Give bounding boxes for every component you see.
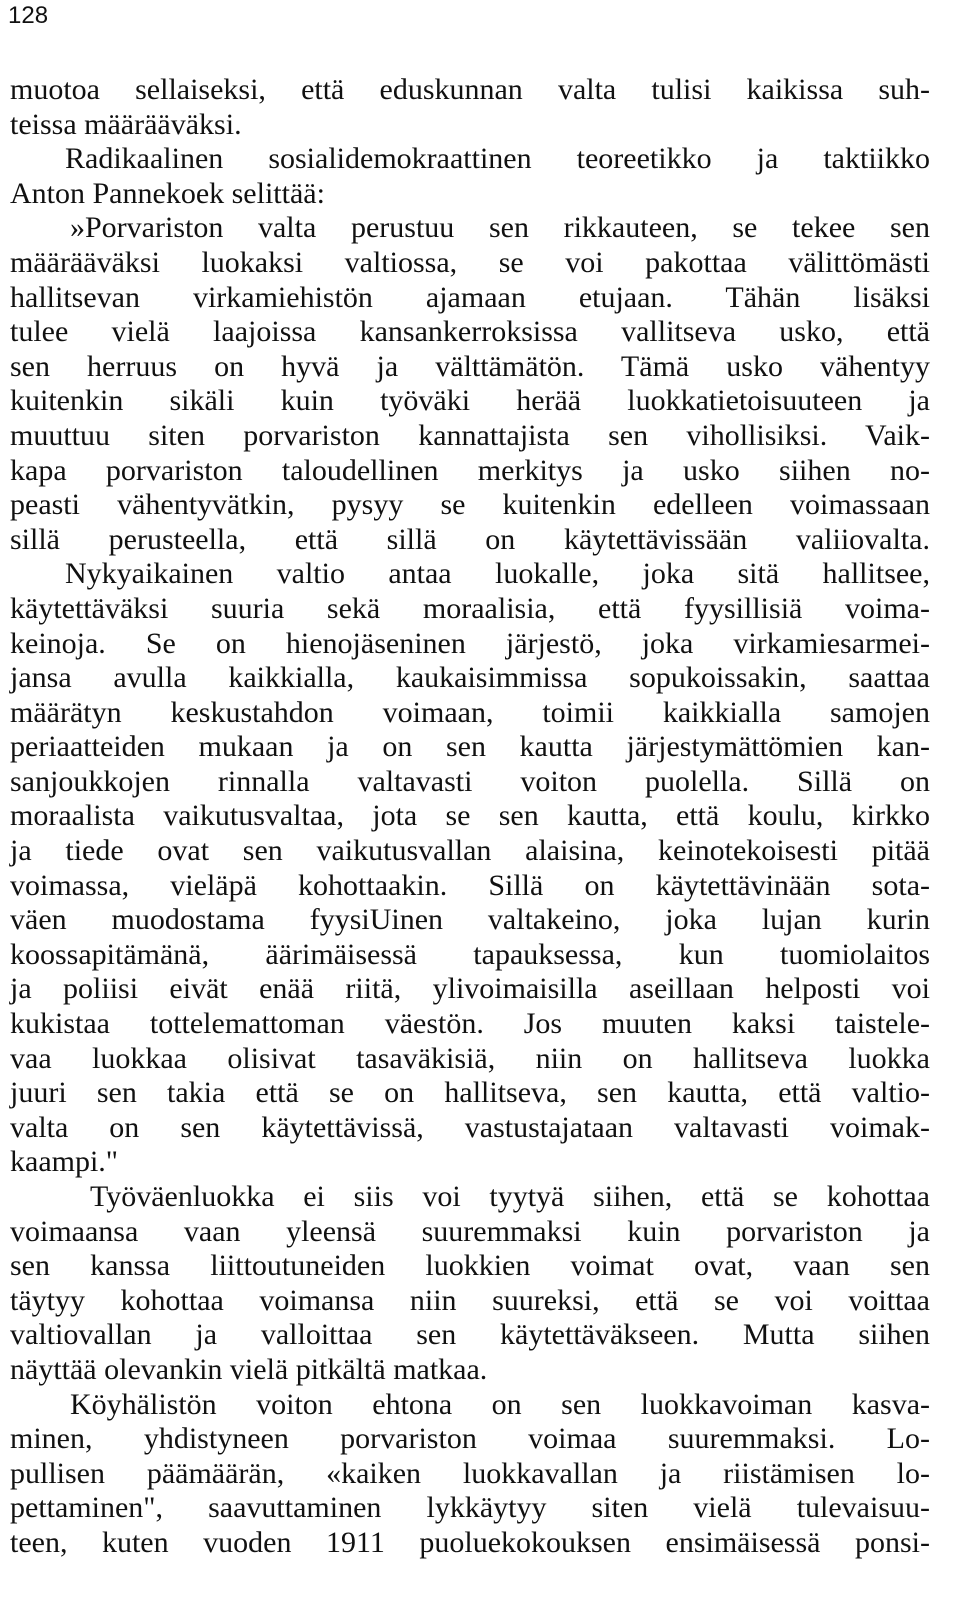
text-line: teen, kuten vuoden 1911 puoluekokouksen ensimäisessä ponsi- [10,1525,930,1559]
text-line: teissa määrääväksi. [10,107,242,141]
text-line: väen muodostama fyysiUinen valtakeino, joka lujan kurin [10,903,930,937]
text-line: Työväenluokka ei siis voi tyytyä siihen, että se kohottaa [90,1180,930,1213]
text-line: Anton Pannekoek selittää: [10,176,325,210]
text-line: voimaansa vaan yleensä suuremmaksi kuin porvariston ja [10,1214,930,1248]
text-line: koossapitämänä, äärimäisessä tapauksessa, kun tuomiolaitos [10,937,930,971]
text-line: ja poliisi eivät enää riitä, ylivoimaisilla aseillaan helposti voi [10,972,930,1006]
text-line: Köyhälistön voiton ehtona on sen luokkavoiman kasva- [70,1387,930,1421]
text-line: täytyy kohottaa voimansa niin suureksi, että se voi voittaa [10,1283,930,1317]
text-line: juuri sen takia että se on hallitseva, sen kautta, että valtio- [10,1076,930,1110]
text-line: keinoja. Se on hienojäseninen järjestö, joka virkamiesarmei- [10,626,930,660]
text-line: Nykyaikainen valtio antaa luokalle, joka sitä hallitsee, [65,557,930,591]
text-line: pettaminen", saavuttaminen lykkäytyy siten vielä tulevaisuu- [10,1491,930,1525]
text-line: vaa luokkaa olisivat tasaväkisiä, niin on hallitseva luokka [10,1041,930,1075]
text-line: periaatteiden mukaan ja on sen kautta järjestymättömien kan- [10,730,930,764]
text-line: ja tiede ovat sen vaikutusvallan alaisina, keinotekoisesti pitää [10,834,930,868]
text-line: pullisen päämäärän, «kaiken luokkavallan ja riistämisen lo- [10,1456,930,1490]
text-line: käytettäväksi suuria sekä moraalisia, että fyysillisiä voima- [10,591,930,625]
text-line: sillä perusteella, että sillä on käytettävissään valiiovalta. [10,522,930,556]
text-line: hallitsevan virkamiehistön ajamaan etujaan. Tähän lisäksi [10,280,930,314]
text-line: muotoa sellaiseksi, että eduskunnan valta tulisi kaikissa suh- [10,73,930,106]
text-line: kaampi." [10,1145,119,1179]
text-line: moraalista vaikutusvaltaa, jota se sen kautta, että koulu, kirkko [10,799,930,833]
text-line: muuttuu siten porvariston kannattajista sen vihollisiksi. Vaik- [10,418,930,452]
text-line: Radikaalinen sosialidemokraattinen teoreetikko ja taktiikko [65,142,930,176]
text-line: kuitenkin sikäli kuin työväki herää luokkatietoisuuteen ja [10,384,930,418]
text-line: sen kanssa liittoutuneiden luokkien voimat ovat, vaan sen [10,1249,930,1283]
text-line: määrääväksi luokaksi valtiossa, se voi pakottaa välittömästi [10,245,930,279]
text-line: valta on sen käytettävissä, vastustajataan valtavasti voimak- [10,1110,930,1144]
text-line: tulee vielä laajoissa kansankerroksissa vallitseva usko, että [10,315,930,349]
text-line: sanjoukkojen rinnalla valtavasti voiton puolella. Sillä on [10,764,930,798]
text-line: määrätyn keskustahdon voimaan, toimii kaikkialla samojen [10,695,930,729]
body-text [10,73,930,1561]
text-line: kukistaa tottelemattoman väestön. Jos muuten kaksi taistele- [10,1007,930,1041]
text-line: minen, yhdistyneen porvariston voimaa suuremmaksi. Lo- [10,1422,930,1456]
text-line: sen herruus on hyvä ja välttämätön. Tämä usko vähentyy [10,349,930,383]
text-line: peasti vähentyvätkin, pysyy se kuitenkin edelleen voimassaan [10,488,930,522]
text-line: valtiovallan ja valloittaa sen käytettäväkseen. Mutta siihen [10,1318,930,1352]
text-line: kapa porvariston taloudellinen merkitys ja usko siihen no- [10,453,930,487]
text-line: voimassa, vieläpä kohottaakin. Sillä on käytettävinään sota- [10,868,930,902]
text-line: »Porvariston valta perustuu sen rikkauteen, se tekee sen [70,211,930,245]
text-line: näyttää olevankin vielä pitkältä matkaa. [10,1352,488,1386]
page-number: 128 [8,2,49,29]
text-line: jansa avulla kaikkialla, kaukaisimmissa sopukoissakin, saattaa [10,661,930,695]
